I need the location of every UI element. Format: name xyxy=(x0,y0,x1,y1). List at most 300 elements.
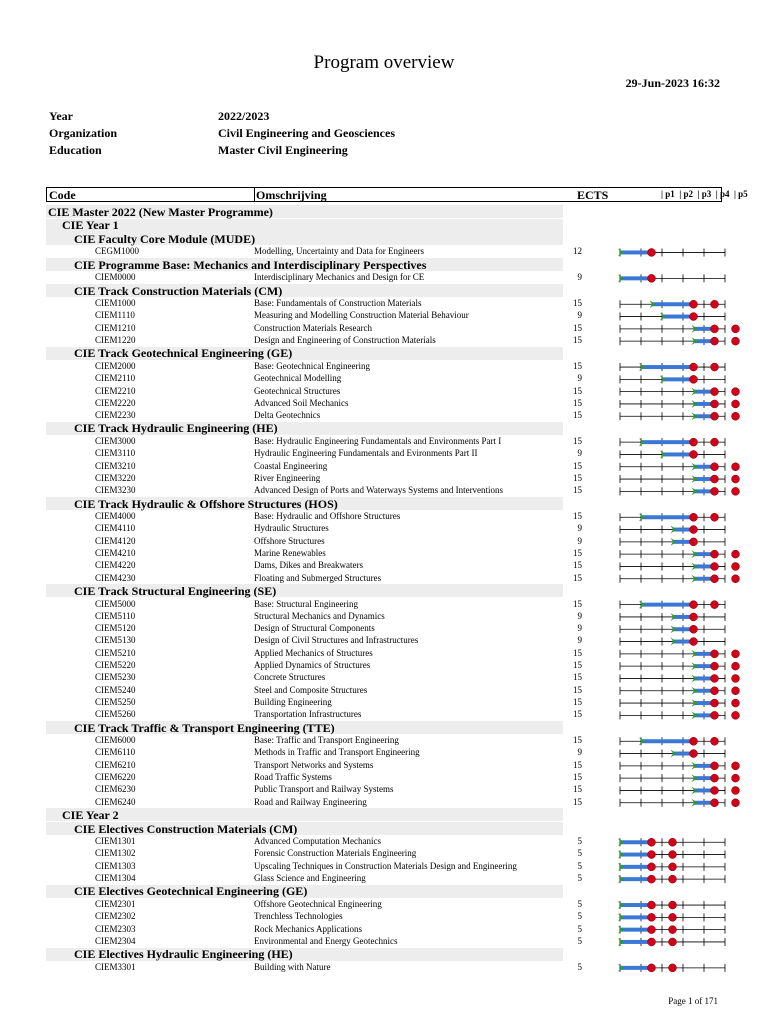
course-code: CIEM2301 xyxy=(95,898,136,909)
header-ects: ECTS xyxy=(577,188,609,202)
header-periods: | p1 | p2 | p3 | p4 | p5 xyxy=(661,189,748,199)
course-ects: 15 xyxy=(573,647,582,658)
end-dot-icon xyxy=(690,737,698,745)
course-code: CIEM6220 xyxy=(95,772,136,782)
course-ects: 15 xyxy=(573,397,582,408)
section-band xyxy=(46,219,563,232)
course-description: Base: Traffic and Transport Engineering xyxy=(254,735,399,746)
course-description: Interdisciplinary Mechanics and Design for CE xyxy=(254,272,425,283)
course-description: Hydraulic Engineering Fundamentals and Evironments Part II xyxy=(254,448,478,459)
course-ects: 15 xyxy=(573,436,582,446)
header-code: Code xyxy=(49,188,76,202)
course-ects: 15 xyxy=(573,298,582,309)
start-chevron-icon xyxy=(692,774,698,782)
course-bar xyxy=(694,390,715,394)
course-bar xyxy=(694,577,715,581)
section-heading: CIE Faculty Core Module (MUDE) xyxy=(74,231,256,246)
course-bar xyxy=(620,840,652,844)
course-description: Marine Renewables xyxy=(254,548,326,558)
course-ects: 15 xyxy=(573,410,582,421)
course-code: CIEM5240 xyxy=(95,684,136,695)
course-ects: 5 xyxy=(577,923,582,934)
start-chevron-icon xyxy=(692,550,698,558)
end-dot-icon xyxy=(732,799,740,807)
start-chevron-icon xyxy=(692,786,698,794)
start-chevron-icon xyxy=(692,325,698,333)
end-dot-icon xyxy=(711,412,719,420)
end-dot-icon xyxy=(732,687,740,695)
start-chevron-icon xyxy=(692,711,698,719)
end-dot-icon xyxy=(669,901,677,909)
course-ects: 5 xyxy=(577,836,582,847)
course-bar xyxy=(620,250,652,254)
course-code: CIEM2110 xyxy=(95,373,136,384)
end-dot-icon xyxy=(648,964,656,972)
course-description: Upscaling Techniques in Construction Materials Design and Engineering xyxy=(254,860,517,871)
course-ects: 15 xyxy=(573,335,582,345)
course-bar xyxy=(641,739,694,743)
end-dot-icon xyxy=(732,662,740,670)
course-ects: 9 xyxy=(577,610,582,621)
meta-value-year: 2022/2023 xyxy=(218,109,270,123)
course-bar xyxy=(620,877,652,881)
course-description: Building with Nature xyxy=(254,961,331,972)
start-chevron-icon xyxy=(692,475,698,483)
course-description: Base: Geotechnical Engineering xyxy=(254,360,370,371)
start-chevron-icon xyxy=(692,487,698,495)
course-description: Glass Science and Engineering xyxy=(254,873,366,883)
course-code: CIEM4210 xyxy=(95,548,136,558)
course-bar xyxy=(641,440,694,444)
course-description: Forensic Construction Materials Engineering xyxy=(254,848,417,859)
end-dot-icon xyxy=(711,550,719,558)
end-dot-icon xyxy=(648,851,656,859)
start-chevron-icon xyxy=(692,463,698,471)
end-dot-icon xyxy=(711,325,719,333)
course-ects: 9 xyxy=(577,272,582,283)
course-ects: 9 xyxy=(577,373,582,384)
start-chevron-icon xyxy=(618,964,624,972)
end-dot-icon xyxy=(690,300,698,308)
course-bar xyxy=(673,627,694,631)
end-dot-icon xyxy=(732,562,740,570)
course-ects: 5 xyxy=(577,848,582,859)
end-dot-icon xyxy=(648,913,656,921)
course-code: CIEM1110 xyxy=(95,310,135,321)
end-dot-icon xyxy=(732,487,740,495)
start-chevron-icon xyxy=(692,662,698,670)
end-dot-icon xyxy=(669,938,677,946)
end-dot-icon xyxy=(732,650,740,658)
start-chevron-icon xyxy=(639,438,645,446)
start-chevron-icon xyxy=(692,337,698,345)
end-dot-icon xyxy=(690,526,698,534)
end-dot-icon xyxy=(711,786,719,794)
course-ects: 15 xyxy=(573,759,582,770)
section-heading: CIE Electives Construction Materials (CM) xyxy=(74,821,298,836)
section-heading: CIE Track Structural Engineering (SE) xyxy=(74,583,277,598)
course-description: River Engineering xyxy=(254,472,321,483)
course-code: CIEM2304 xyxy=(95,935,136,946)
end-dot-icon xyxy=(732,711,740,719)
course-bar xyxy=(620,915,652,919)
course-code: CIEM6110 xyxy=(95,747,136,758)
meta-label-organization: Organization xyxy=(49,126,117,140)
start-chevron-icon xyxy=(618,875,624,883)
header-description: Omschrijving xyxy=(256,188,327,202)
page-number: Page 1 of 171 xyxy=(668,996,718,1006)
course-code: CIEM3210 xyxy=(95,460,136,471)
course-ects: 5 xyxy=(577,898,582,909)
course-description: Geotechnical Modelling xyxy=(254,373,342,384)
course-description: Delta Geotechnics xyxy=(254,410,321,421)
course-ects: 15 xyxy=(573,548,582,558)
course-bar xyxy=(673,615,694,619)
start-chevron-icon xyxy=(671,526,677,534)
start-chevron-icon xyxy=(692,388,698,396)
start-chevron-icon xyxy=(692,699,698,707)
end-dot-icon xyxy=(711,475,719,483)
end-dot-icon xyxy=(732,699,740,707)
course-description: Building Engineering xyxy=(254,696,332,707)
section-heading: CIE Track Traffic & Transport Engineering (TTE) xyxy=(74,720,335,735)
course-ects: 15 xyxy=(573,511,582,522)
end-dot-icon xyxy=(690,450,698,458)
course-bar xyxy=(673,540,694,544)
course-ects: 15 xyxy=(573,696,582,707)
course-code: CIEM1000 xyxy=(95,298,136,309)
course-ects: 15 xyxy=(573,672,582,683)
end-dot-icon xyxy=(690,601,698,609)
course-code: CIEM5210 xyxy=(95,647,136,658)
end-dot-icon xyxy=(669,863,677,871)
start-chevron-icon xyxy=(671,638,677,646)
end-dot-icon xyxy=(648,838,656,846)
end-dot-icon xyxy=(711,774,719,782)
end-dot-icon xyxy=(711,513,719,521)
header-divider xyxy=(254,188,255,202)
course-bar xyxy=(694,676,715,680)
section-heading: CIE Year 2 xyxy=(62,807,119,822)
course-description: Applied Mechanics of Structures xyxy=(254,647,373,658)
end-dot-icon xyxy=(732,337,740,345)
course-description: Methods in Traffic and Transport Engineering xyxy=(254,747,420,758)
course-description: Base: Structural Engineering xyxy=(254,598,358,609)
course-ects: 5 xyxy=(577,860,582,871)
course-bar xyxy=(662,377,694,381)
course-description: Structural Mechanics and Dynamics xyxy=(254,610,385,621)
start-chevron-icon xyxy=(660,313,666,321)
course-code: CIEM5130 xyxy=(95,635,136,646)
course-bar xyxy=(620,865,652,869)
start-chevron-icon xyxy=(692,412,698,420)
meta-value-education: Master Civil Engineering xyxy=(218,143,348,157)
course-description: Rock Mechanics Applications xyxy=(254,923,362,934)
course-bar xyxy=(694,801,715,805)
end-dot-icon xyxy=(711,650,719,658)
course-code: CIEM1301 xyxy=(95,836,136,847)
start-chevron-icon xyxy=(650,300,656,308)
course-ects: 15 xyxy=(573,796,582,807)
course-code: CIEM5230 xyxy=(95,672,136,683)
course-description: Concrete Structures xyxy=(254,672,326,683)
course-bar xyxy=(694,564,715,568)
course-ects: 15 xyxy=(573,572,582,583)
course-bar xyxy=(694,701,715,705)
end-dot-icon xyxy=(711,337,719,345)
start-chevron-icon xyxy=(618,838,624,846)
end-dot-icon xyxy=(732,463,740,471)
course-description: Floating and Submerged Structures xyxy=(254,572,382,583)
course-ects: 15 xyxy=(573,709,582,720)
timestamp: 29-Jun-2023 16:32 xyxy=(625,76,720,90)
course-code: CIEM6000 xyxy=(95,735,136,746)
course-ects: 5 xyxy=(577,961,582,972)
course-ects: 15 xyxy=(573,472,582,483)
course-bar xyxy=(694,689,715,693)
end-dot-icon xyxy=(732,674,740,682)
start-chevron-icon xyxy=(692,687,698,695)
course-code: CIEM2210 xyxy=(95,385,136,396)
course-code: CIEM4230 xyxy=(95,572,136,583)
course-ects: 9 xyxy=(577,747,582,758)
course-code: CIEM3220 xyxy=(95,472,136,483)
section-heading: CIE Track Hydraulic Engineering (HE) xyxy=(74,421,278,436)
course-ects: 15 xyxy=(573,460,582,471)
end-dot-icon xyxy=(648,274,656,282)
course-code: CIEM5260 xyxy=(95,709,136,720)
start-chevron-icon xyxy=(692,575,698,583)
course-code: CIEM3230 xyxy=(95,485,136,496)
end-dot-icon xyxy=(648,863,656,871)
section-heading: CIE Electives Geotechnical Engineering (GE) xyxy=(74,884,308,899)
end-dot-icon xyxy=(648,926,656,934)
course-code: CIEM1304 xyxy=(95,873,136,883)
course-bar xyxy=(694,402,715,406)
course-bar xyxy=(694,652,715,656)
end-dot-icon xyxy=(711,562,719,570)
meta-value-organization: Civil Engineering and Geosciences xyxy=(218,126,395,140)
end-dot-icon xyxy=(732,412,740,420)
course-ects: 12 xyxy=(573,246,582,257)
section-heading: CIE Electives Hydraulic Engineering (HE) xyxy=(74,947,293,962)
course-bar xyxy=(694,465,715,469)
section-heading: CIE Programme Base: Mechanics and Interdisciplinary Perspectives xyxy=(74,257,427,272)
start-chevron-icon xyxy=(671,613,677,621)
course-description: Modelling, Uncertainty and Data for Engineers xyxy=(254,246,424,257)
course-code: CIEM6240 xyxy=(95,796,136,807)
course-description: Design of Structural Components xyxy=(254,623,375,634)
start-chevron-icon xyxy=(692,562,698,570)
start-chevron-icon xyxy=(639,363,645,371)
course-code: CEGM1000 xyxy=(95,246,140,257)
course-description: Base: Hydraulic Engineering Fundamentals and Environments Part I xyxy=(254,436,502,446)
end-dot-icon xyxy=(690,313,698,321)
course-description: Offshore Structures xyxy=(254,535,325,546)
end-dot-icon xyxy=(711,575,719,583)
start-chevron-icon xyxy=(618,248,624,256)
course-description: Transport Networks and Systems xyxy=(254,759,374,770)
start-chevron-icon xyxy=(660,375,666,383)
end-dot-icon xyxy=(711,711,719,719)
course-code: CIEM4000 xyxy=(95,511,136,522)
end-dot-icon xyxy=(669,851,677,859)
meta-label-year: Year xyxy=(49,109,73,123)
end-dot-icon xyxy=(711,687,719,695)
course-description: Environmental and Energy Geotechnics xyxy=(254,935,398,946)
start-chevron-icon xyxy=(618,926,624,934)
course-description: Trenchless Technologies xyxy=(254,911,343,922)
course-bar xyxy=(694,489,715,493)
end-dot-icon xyxy=(711,487,719,495)
start-chevron-icon xyxy=(639,513,645,521)
end-dot-icon xyxy=(690,638,698,646)
course-bar xyxy=(694,327,715,331)
course-bar xyxy=(694,664,715,668)
course-code: CIEM3301 xyxy=(95,961,136,972)
course-ects: 9 xyxy=(577,448,582,459)
start-chevron-icon xyxy=(618,851,624,859)
section-band xyxy=(46,808,563,821)
course-ects: 15 xyxy=(573,735,582,746)
end-dot-icon xyxy=(732,325,740,333)
course-code: CIEM1210 xyxy=(95,322,136,333)
course-description: Applied Dynamics of Structures xyxy=(254,660,371,670)
start-chevron-icon xyxy=(660,450,666,458)
course-code: CIEM4220 xyxy=(95,560,136,571)
end-dot-icon xyxy=(711,674,719,682)
course-code: CIEM5000 xyxy=(95,598,136,609)
course-bar xyxy=(673,752,694,756)
section-heading: CIE Track Construction Materials (CM) xyxy=(74,283,283,298)
course-code: CIEM6230 xyxy=(95,784,136,795)
end-dot-icon xyxy=(711,737,719,745)
end-dot-icon xyxy=(669,926,677,934)
course-code: CIEM6210 xyxy=(95,759,136,770)
course-bar xyxy=(662,452,694,456)
course-bar xyxy=(694,788,715,792)
end-dot-icon xyxy=(732,388,740,396)
course-bar xyxy=(694,552,715,556)
end-dot-icon xyxy=(711,363,719,371)
course-description: Design and Engineering of Construction Materials xyxy=(254,335,436,345)
end-dot-icon xyxy=(711,300,719,308)
course-bar xyxy=(620,940,652,944)
course-ects: 15 xyxy=(573,772,582,782)
end-dot-icon xyxy=(711,438,719,446)
course-code: CIEM3110 xyxy=(95,448,136,459)
end-dot-icon xyxy=(690,538,698,546)
course-code: CIEM2302 xyxy=(95,911,136,922)
course-ects: 15 xyxy=(573,322,582,333)
start-chevron-icon xyxy=(618,863,624,871)
start-chevron-icon xyxy=(692,799,698,807)
end-dot-icon xyxy=(690,613,698,621)
end-dot-icon xyxy=(648,938,656,946)
course-bar xyxy=(620,853,652,857)
section-heading: CIE Master 2022 (New Master Programme) xyxy=(48,204,273,219)
end-dot-icon xyxy=(711,400,719,408)
section-heading: CIE Track Geotechnical Engineering (GE) xyxy=(74,346,293,361)
course-bar xyxy=(673,640,694,644)
end-dot-icon xyxy=(732,400,740,408)
course-bar xyxy=(694,414,715,418)
end-dot-icon xyxy=(732,575,740,583)
course-description: Coastal Engineering xyxy=(254,460,328,471)
course-description: Advanced Design of Ports and Waterways Systems and Interventions xyxy=(254,485,504,496)
section-heading: CIE Year 1 xyxy=(62,218,119,233)
start-chevron-icon xyxy=(692,762,698,770)
end-dot-icon xyxy=(690,750,698,758)
course-ects: 5 xyxy=(577,873,582,883)
course-code: CIEM5120 xyxy=(95,623,136,634)
end-dot-icon xyxy=(669,838,677,846)
start-chevron-icon xyxy=(671,538,677,546)
course-description: Road Traffic Systems xyxy=(254,772,332,782)
end-dot-icon xyxy=(711,388,719,396)
course-bar xyxy=(673,528,694,532)
start-chevron-icon xyxy=(692,650,698,658)
start-chevron-icon xyxy=(618,913,624,921)
course-code: CIEM2303 xyxy=(95,923,136,934)
end-dot-icon xyxy=(711,762,719,770)
course-code: CIEM1220 xyxy=(95,335,136,345)
course-ects: 15 xyxy=(573,784,582,795)
end-dot-icon xyxy=(669,964,677,972)
section-heading: CIE Track Hydraulic & Offshore Structures (HOS) xyxy=(74,496,338,511)
end-dot-icon xyxy=(690,438,698,446)
course-bar xyxy=(641,365,694,369)
course-code: CIEM1302 xyxy=(95,848,136,859)
start-chevron-icon xyxy=(671,750,677,758)
start-chevron-icon xyxy=(639,737,645,745)
course-ects: 15 xyxy=(573,385,582,396)
end-dot-icon xyxy=(669,875,677,883)
course-code: CIEM0000 xyxy=(95,272,136,283)
course-description: Measuring and Modelling Construction Material Behaviour xyxy=(254,310,469,321)
end-dot-icon xyxy=(732,762,740,770)
end-dot-icon xyxy=(711,662,719,670)
end-dot-icon xyxy=(732,786,740,794)
course-ects: 15 xyxy=(573,360,582,371)
course-bar xyxy=(694,713,715,717)
course-description: Public Transport and Railway Systems xyxy=(254,784,394,795)
course-code: CIEM4120 xyxy=(95,535,136,546)
course-ects: 9 xyxy=(577,310,582,321)
course-code: CIEM2230 xyxy=(95,410,136,421)
course-description: Advanced Soil Mechanics xyxy=(254,397,349,408)
end-dot-icon xyxy=(711,799,719,807)
end-dot-icon xyxy=(711,699,719,707)
start-chevron-icon xyxy=(639,601,645,609)
course-description: Steel and Composite Structures xyxy=(254,684,368,695)
end-dot-icon xyxy=(690,363,698,371)
course-description: Advanced Computation Mechanics xyxy=(254,836,381,847)
start-chevron-icon xyxy=(671,625,677,633)
course-ects: 5 xyxy=(577,935,582,946)
end-dot-icon xyxy=(690,625,698,633)
course-code: CIEM5220 xyxy=(95,660,136,670)
course-ects: 5 xyxy=(577,911,582,922)
course-ects: 15 xyxy=(573,485,582,496)
course-bar xyxy=(620,903,652,907)
course-description: Base: Fundamentals of Construction Materials xyxy=(254,298,422,309)
end-dot-icon xyxy=(732,475,740,483)
course-bar xyxy=(652,302,694,306)
course-ects: 15 xyxy=(573,598,582,609)
table-header xyxy=(46,187,748,202)
course-bar xyxy=(620,966,652,970)
